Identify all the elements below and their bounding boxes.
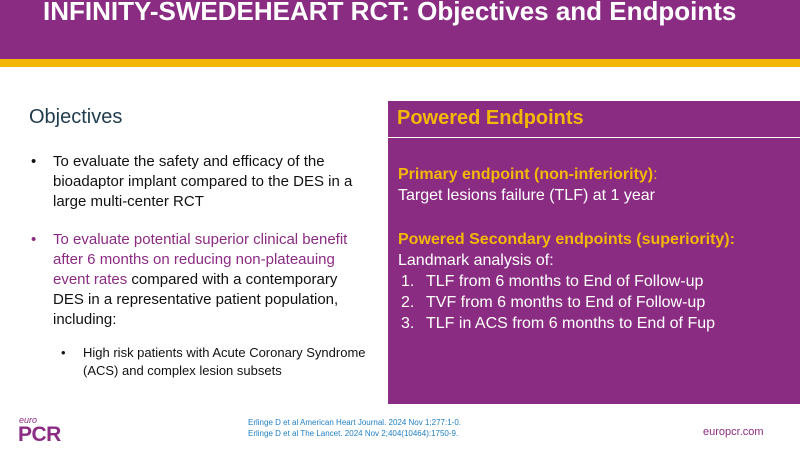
list-text: TLF in ACS from 6 months to End of Fup xyxy=(426,315,716,332)
secondary-endpoint-list xyxy=(398,271,793,334)
website-label: europcr.com xyxy=(703,426,764,438)
primary-endpoint xyxy=(398,164,793,206)
slide-title: INFINITY-SWEDEHEART RCT: Objectives and Endpoints xyxy=(43,0,737,26)
secondary-endpoints xyxy=(398,229,793,334)
list-number: 3. xyxy=(401,315,415,332)
secondary-endpoint-intro: Landmark analysis of: xyxy=(398,252,554,269)
objective-sub-item xyxy=(59,344,373,380)
primary-endpoint-colon: : xyxy=(653,166,658,183)
objective-text: To evaluate the safety and efficacy of the bioadaptor implant compared to the DES in a large multi-center RCT xyxy=(53,153,353,210)
objective-item xyxy=(29,230,359,330)
bullet-icon: • xyxy=(31,153,37,170)
objective-sub-text: High risk patients with Acute Coronary Syndrome (ACS) and complex lesion subsets xyxy=(83,345,366,378)
list-number: 2. xyxy=(401,294,415,311)
title-bar xyxy=(0,0,800,59)
objective-item xyxy=(29,152,359,212)
endpoints-panel-header xyxy=(388,101,800,138)
europcr-logo xyxy=(18,416,78,446)
list-text: TVF from 6 months to End of Follow-up xyxy=(426,294,706,311)
references xyxy=(248,417,461,439)
endpoints-panel xyxy=(388,101,800,404)
bullet-icon: • xyxy=(61,345,66,360)
reference-line: Erlinge D et al The Lancet. 2024 Nov 2;404(10464):1750-9. xyxy=(248,429,459,438)
list-text: TLF from 6 months to End of Follow-up xyxy=(426,273,704,290)
list-item xyxy=(398,292,793,313)
primary-endpoint-label: Primary endpoint (non-inferiority) xyxy=(398,166,654,183)
logo-pcr-text: PCR xyxy=(18,423,61,446)
primary-endpoint-text: Target lesions failure (TLF) at 1 year xyxy=(398,187,655,204)
list-item xyxy=(398,271,793,292)
bullet-icon: • xyxy=(31,231,37,248)
list-item xyxy=(398,313,793,334)
objective-text: compared with a contemporary DES in a representative patient population, including: xyxy=(53,271,339,328)
objective-highlight-text: To evaluate potential superior clinical benefit after 6 months on reducing non-plateauing event rates xyxy=(53,231,348,288)
objectives-list xyxy=(29,152,366,380)
endpoints-panel-title: Powered Endpoints xyxy=(397,107,584,129)
logo-euro-text: euro xyxy=(19,415,38,425)
list-number: 1. xyxy=(401,273,415,290)
accent-stripe xyxy=(0,59,800,67)
reference-line: Erlinge D et al American Heart Journal. 2024 Nov 1;277:1-0. xyxy=(248,418,462,427)
endpoints-panel-body xyxy=(398,164,793,334)
objectives-heading: Objectives xyxy=(29,106,123,128)
secondary-endpoint-label: Powered Secondary endpoints (superiority): xyxy=(398,231,735,248)
